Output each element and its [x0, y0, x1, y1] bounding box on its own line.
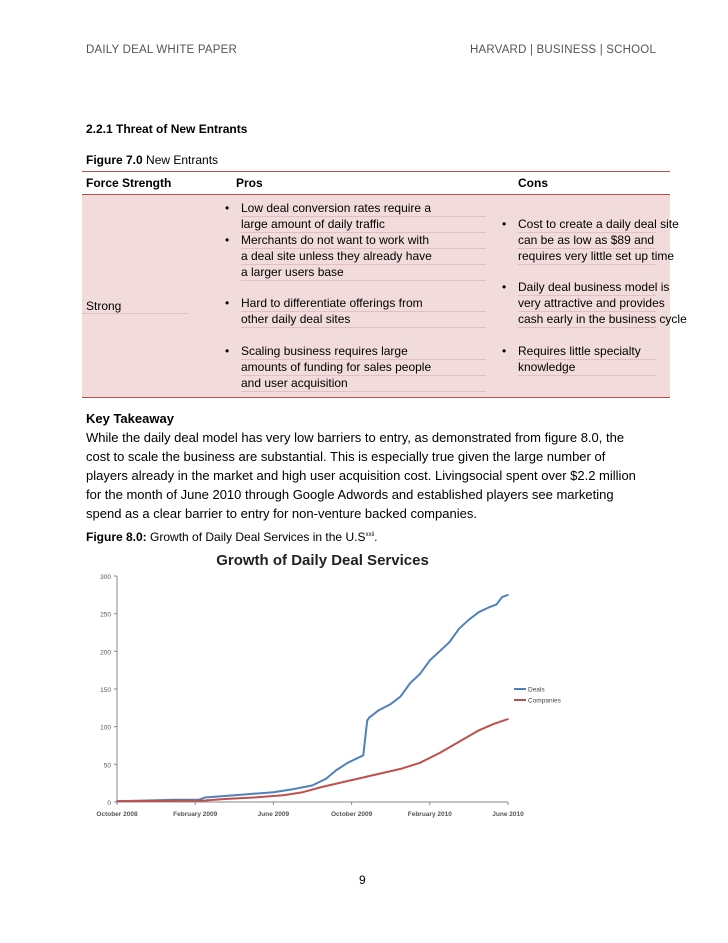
data-point — [273, 791, 275, 793]
legend-label: Deals — [528, 686, 545, 694]
data-point — [458, 741, 460, 743]
takeaway-line: spend as a clear barrier to entry for non-venture backed companies. — [86, 506, 477, 521]
header-left: DAILY DEAL WHITE PAPER — [86, 44, 237, 56]
force-value: Strong — [86, 299, 122, 313]
y-tick-label: 150 — [100, 687, 111, 694]
bullet-line: large amount of daily traffic — [241, 216, 486, 233]
data-point — [478, 611, 480, 613]
takeaway-line: for the month of June 2010 through Google Adwords and established players see marketing — [86, 487, 614, 502]
data-point — [419, 762, 421, 764]
bullet-line: very attractive and provides — [518, 296, 665, 310]
new-entrants-table — [82, 171, 687, 398]
y-tick-label: 100 — [100, 724, 111, 732]
growth-chart — [80, 544, 561, 834]
data-point — [325, 778, 327, 780]
takeaway-heading: Key Takeaway — [86, 411, 174, 426]
figure-8-footnote: xxii — [365, 532, 375, 538]
section-heading: 2.2.1 Threat of New Entrants — [86, 122, 248, 136]
bullet-line: • Hard to differentiate offerings from — [241, 295, 486, 312]
data-point — [400, 696, 402, 698]
figure-8-label: Figure 8.0: — [86, 530, 147, 544]
y-tick-label: 200 — [100, 649, 111, 657]
bullet-line: can be as low as $89 and — [518, 233, 655, 247]
bullet-line: • Scaling business requires large — [241, 343, 486, 360]
data-point — [341, 782, 343, 784]
data-point — [419, 673, 421, 675]
bullet-line: and user acquisition — [241, 375, 486, 392]
data-point — [409, 682, 411, 684]
pros-cell — [218, 195, 492, 398]
y-tick-label: 0 — [107, 800, 111, 807]
data-point — [439, 752, 441, 754]
data-point — [253, 797, 255, 799]
y-tick-label: 250 — [100, 611, 111, 619]
data-point — [494, 723, 496, 725]
chart-title: Growth of Daily Deal Services — [216, 552, 429, 569]
data-point — [204, 797, 206, 799]
bullet-icon: • — [225, 344, 230, 358]
data-point — [458, 628, 460, 630]
data-point — [507, 718, 509, 720]
data-point — [501, 596, 503, 598]
data-point — [116, 800, 118, 802]
x-tick-label: October 2009 — [331, 811, 373, 818]
figure-8-caption — [86, 530, 377, 544]
data-point — [204, 800, 206, 802]
data-point — [224, 795, 226, 797]
data-point — [400, 768, 402, 770]
col-pros: Pros — [218, 172, 492, 195]
y-tick-label: 300 — [100, 574, 111, 581]
bullet-icon: • — [502, 344, 507, 358]
bullet-line: • Merchants do not want to work with — [241, 232, 486, 249]
bullet-icon: • — [225, 201, 230, 215]
header-right: HARVARD | BUSINESS | SCHOOL — [470, 44, 657, 56]
data-point — [361, 777, 363, 779]
data-point — [366, 720, 368, 722]
data-point — [390, 703, 392, 705]
bullet-icon: • — [225, 233, 230, 247]
data-point — [378, 709, 380, 711]
x-tick-label: October 2008 — [96, 811, 138, 818]
x-tick-label: February 2010 — [407, 811, 452, 818]
data-point — [429, 660, 431, 662]
data-point — [449, 641, 451, 643]
x-tick-label: June 2010 — [492, 811, 524, 818]
series-line-deals — [117, 595, 508, 801]
bullet-line: • Requires little specialty — [518, 343, 656, 360]
takeaway-line: cost to scale the business are substantial. This is especially true given the large number of — [86, 449, 606, 464]
figure-7-label: Figure 7.0 — [86, 153, 143, 167]
bullet-line: • Cost to create a daily deal site — [502, 217, 679, 231]
data-point — [478, 730, 480, 732]
figure-8-title: Growth of Daily Deal Services in the U.S — [150, 530, 366, 544]
x-tick-label: June 2009 — [257, 811, 290, 818]
data-point — [321, 786, 323, 788]
legend-label: Companies — [528, 697, 561, 705]
force-cell — [82, 195, 218, 398]
figure-7-title: New Entrants — [146, 153, 219, 167]
bullet-icon: • — [502, 280, 507, 294]
bullet-line: requires very little set up time — [518, 249, 675, 263]
bullet-icon: • — [502, 217, 507, 231]
bullet-line: cash early in the business cycle — [518, 312, 687, 326]
col-cons: Cons — [492, 172, 670, 195]
data-point — [507, 594, 509, 596]
bullet-line: • Daily deal business model is — [502, 280, 670, 294]
bullet-line: • Low deal conversion rates require a — [241, 200, 486, 217]
figure-8-end: . — [374, 530, 378, 544]
bullet-line: knowledge — [518, 359, 656, 376]
x-tick-label: February 2009 — [173, 811, 218, 818]
data-point — [243, 794, 245, 796]
data-point — [302, 791, 304, 793]
data-point — [380, 773, 382, 775]
page-number: 9 — [359, 873, 366, 887]
cons-cell — [492, 195, 687, 398]
data-point — [363, 754, 365, 756]
bullet-line: a larger users base — [241, 264, 486, 281]
bullet-line: amounts of funding for sales people — [241, 359, 486, 376]
data-point — [347, 762, 349, 764]
data-point — [312, 785, 314, 787]
data-point — [439, 651, 441, 653]
y-tick-label: 50 — [103, 762, 111, 770]
col-force-strength: Force Strength — [82, 172, 218, 195]
bullet-line: a deal site unless they already have — [241, 248, 486, 265]
data-point — [282, 794, 284, 796]
takeaway-body — [86, 428, 686, 523]
takeaway-line: While the daily deal model has very low barriers to entry, as demonstrated from figure 8.0, the — [86, 430, 625, 445]
figure-7-caption — [86, 153, 218, 167]
data-point — [224, 798, 226, 800]
data-point — [292, 788, 294, 790]
data-point — [335, 770, 337, 772]
bullet-icon: • — [225, 296, 230, 310]
series-line-companies — [117, 719, 508, 801]
data-point — [495, 604, 497, 606]
takeaway-line: players already in the market and high user acquisition cost. Livingsocial spent over $2.2 million — [86, 468, 636, 483]
data-point — [368, 717, 370, 719]
table-row — [82, 195, 670, 398]
bullet-line: other daily deal sites — [241, 311, 486, 328]
data-point — [468, 619, 470, 621]
data-point — [488, 607, 490, 609]
